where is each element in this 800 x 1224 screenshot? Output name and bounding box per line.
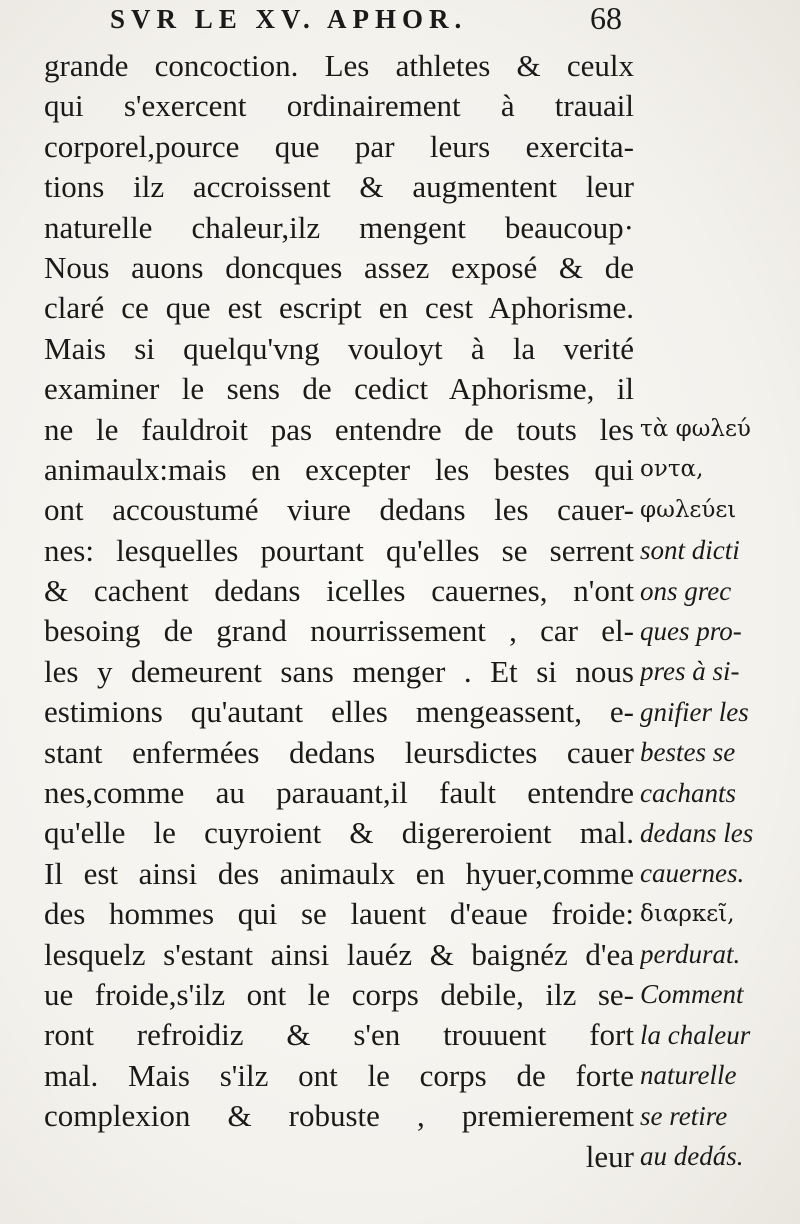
text-line: Il est ainsi des animaulx en hyuer,comme [44,855,634,891]
text-line: besoing de grand nourrissement , car el- [44,613,634,649]
margin-note-line: sont dicti [640,535,740,566]
margin-note-line: bestes se [640,737,736,768]
text-line: animaulx:mais en excepter les bestes qui [44,451,634,487]
text-line: estimions qu'autant elles mengeassent, e- [44,694,634,730]
text-line: lesquelz s'estant ainsi lauéz & baignéz d'ea [44,936,634,972]
text-line: ront refroidiz & s'en trouuent fort [44,1017,634,1053]
text-line: & cachent dedans icelles cauernes, n'ont [44,573,634,609]
margin-note-line: Comment [640,979,744,1010]
text-line: ue froide,s'ilz ont le corps debile, ilz se- [44,976,634,1012]
text-line: nes,comme au parauant,il fault entendre [44,775,634,811]
margin-note-line: au dedás. [640,1141,744,1172]
text-line: les y demeurent sans menger . Et si nous [44,653,634,689]
margin-note-line: οντα, [640,456,704,483]
text-line: Mais si quelqu'vng vouloyt à la verité [44,330,634,366]
margin-note-line: naturelle [640,1060,737,1091]
text-line: claré ce que est escript en cest Aphorisme. [44,290,634,326]
margin-note-line: τὰ φωλεύ [640,416,751,442]
text-line: mal. Mais s'ilz ont le corps de forte [44,1057,634,1093]
page-number: 68 [590,0,622,36]
text-line: ne le fauldroit pas entendre de touts les [44,411,634,447]
margin-notes [640,409,790,1176]
text-line: naturelle chaleur,ilz mengent beaucoup· [44,209,634,245]
text-line: stant enfermées dedans leursdictes cauer [44,734,634,770]
text-line: corporel,pource que par leurs exercita- [44,128,634,164]
margin-note-line: διαρκεῖ, [640,900,735,927]
text-line: nes: lesquelles pourtant qu'elles se serrent [44,532,634,568]
text-line: grande concoction. Les athletes & ceulx [44,48,634,83]
text-line: leur [585,1138,634,1174]
text-line: examiner le sens de cedict Aphorisme, il [44,371,634,407]
text-line: qu'elle le cuyroient & digereroient mal. [44,815,634,851]
margin-note-line: cauernes. [640,858,745,889]
text-line: tions ilz accroissent & augmentent leur [44,169,634,205]
text-line: qui s'exercent ordinairement à trauail [44,88,634,124]
text-line: ont accoustumé viure dedans les cauer- [44,492,634,528]
text-line: des hommes qui se lauent d'eaue froide: [44,896,634,932]
running-head: SVR LE XV. APHOR. [110,4,468,34]
margin-note-line: ons grec [640,575,732,606]
margin-note-line: la chaleur [640,1019,751,1050]
margin-note-line: se retire [640,1100,728,1131]
margin-note-line: pres à si- [640,656,740,687]
margin-note-line: gnifier les [640,696,749,727]
margin-note-line: ques pro- [640,615,742,646]
text-line: complexion & robuste , premierement [44,1098,634,1134]
margin-note-line: perdurat. [640,939,741,970]
margin-note-line: cachants [640,777,736,808]
margin-note-line: dedans les [640,817,754,848]
text-line: Nous auons doncques assez exposé & de [44,249,634,285]
body-text [44,46,634,1177]
margin-note-line: φωλεύει [640,496,737,523]
